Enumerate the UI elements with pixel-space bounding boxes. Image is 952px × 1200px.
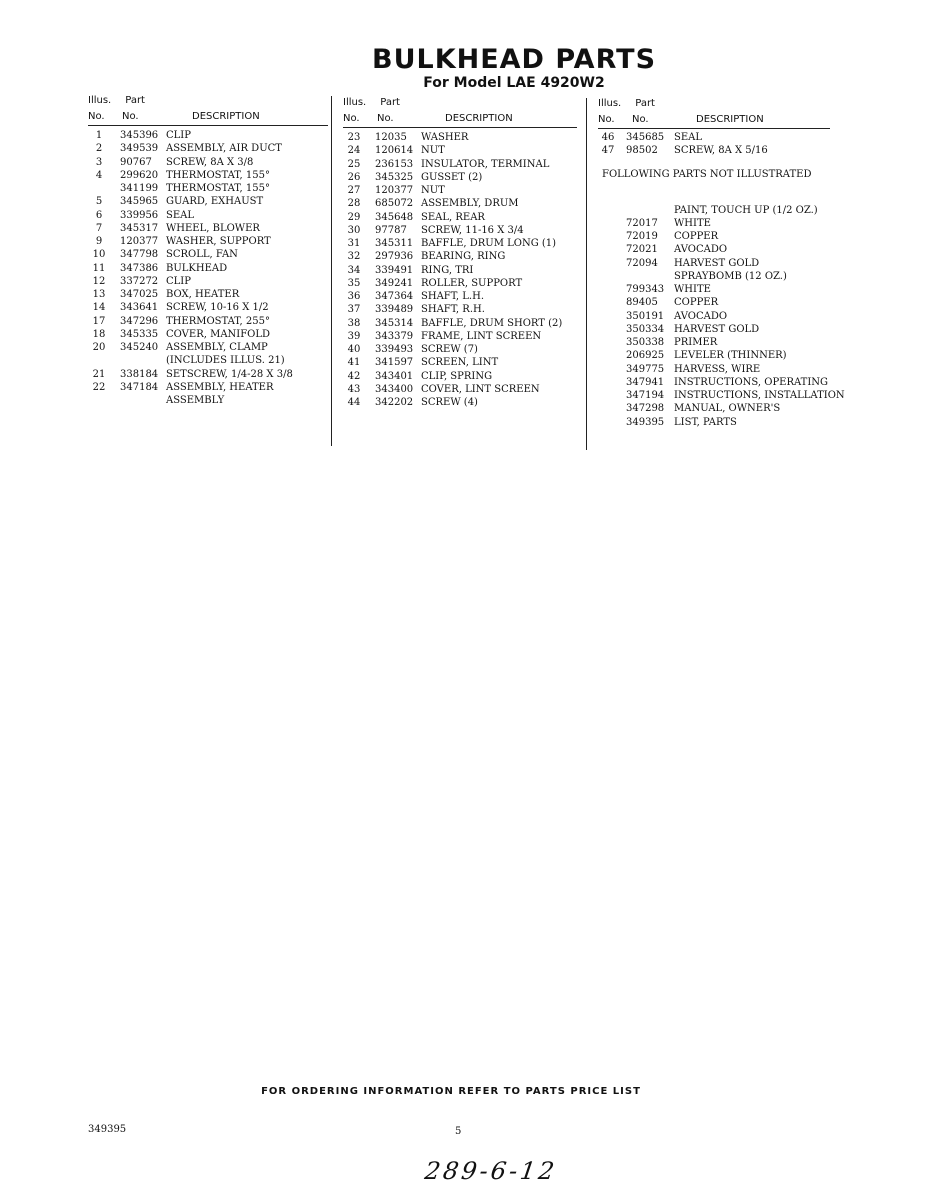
illus-number: 11 <box>92 262 106 274</box>
illus-number: 44 <box>347 397 361 408</box>
illus-number: 21 <box>92 368 106 380</box>
part-description: WHEEL, BLOWER <box>166 222 260 234</box>
illus-number <box>598 376 618 389</box>
document-number: 349395 <box>88 1124 127 1135</box>
part-description: SPRAYBOMB (12 OZ.) <box>674 270 787 282</box>
part-no-label: No. <box>122 111 139 122</box>
part-number: 347296 <box>120 315 159 327</box>
illus-number: 42 <box>347 370 361 382</box>
illus-number: 12 <box>92 275 106 287</box>
illus-number <box>598 257 618 270</box>
handwritten-note: 289-6-12 <box>423 1157 559 1185</box>
part-description: CLIP <box>166 130 191 141</box>
part-number <box>110 354 166 367</box>
ordering-note: FOR ORDERING INFORMATION REFER TO PARTS PRICE LIST <box>261 1086 641 1097</box>
illus-number: 30 <box>347 224 361 236</box>
part-number: 339956 <box>120 209 159 221</box>
parts-row <box>598 204 848 217</box>
description-label: DESCRIPTION <box>696 114 764 125</box>
illus-number: 36 <box>347 291 361 302</box>
not-illustrated-list <box>598 204 848 429</box>
illus-number <box>598 389 618 402</box>
illus-number <box>598 323 618 336</box>
illus-number: 41 <box>347 357 361 369</box>
part-number: 339489 <box>375 304 414 316</box>
part-number: 345311 <box>375 238 414 249</box>
part-number: 347386 <box>120 262 159 274</box>
parts-row <box>88 301 328 314</box>
part-description: WHITE <box>674 284 711 295</box>
part-description: LIST, PARTS <box>674 416 737 428</box>
illus-number: 22 <box>92 381 106 393</box>
description-label: DESCRIPTION <box>445 113 513 124</box>
part-description: COVER, MANIFOLD <box>166 328 271 340</box>
illus-number <box>598 283 618 296</box>
part-number: 120377 <box>120 236 159 247</box>
part-description: PAINT, TOUCH UP (1/2 OZ.) <box>674 204 818 216</box>
part-number: 90767 <box>120 156 152 168</box>
part-description: SHAFT, R.H. <box>421 304 485 316</box>
parts-row <box>343 158 578 171</box>
parts-row <box>88 182 328 195</box>
parts-row <box>598 270 848 283</box>
illus-number <box>598 217 618 230</box>
parts-column-3 <box>598 95 848 429</box>
part-description: WHITE <box>674 217 711 229</box>
parts-row <box>88 368 328 381</box>
illus-number: 9 <box>95 236 103 247</box>
parts-row <box>598 257 848 270</box>
description-label: DESCRIPTION <box>192 111 260 122</box>
illus-number: 27 <box>347 185 361 196</box>
part-no-label: No. <box>632 114 649 125</box>
parts-row <box>343 144 578 157</box>
illus-number: 24 <box>347 145 361 157</box>
part-number: 72019 <box>626 231 658 242</box>
part-label: Part <box>635 98 655 109</box>
part-number: 120614 <box>375 145 414 157</box>
part-number: 98502 <box>626 145 658 157</box>
illus-number <box>598 296 618 309</box>
part-description: AVOCADO <box>674 310 728 322</box>
parts-row <box>343 303 578 316</box>
part-number: 337272 <box>120 275 159 287</box>
illus-number: 23 <box>347 132 361 143</box>
part-description: BEARING, RING <box>421 251 506 263</box>
illus-label: Illus. <box>343 97 367 108</box>
part-number: 345314 <box>375 317 414 329</box>
part-number: 72021 <box>626 244 658 256</box>
parts-row <box>343 211 578 224</box>
parts-list <box>598 131 848 158</box>
part-description: AVOCADO <box>674 244 728 256</box>
parts-row <box>343 356 578 369</box>
illus-number: 29 <box>347 211 361 223</box>
part-description: ASSEMBLY, AIR DUCT <box>166 143 282 155</box>
part-description: CLIP, SPRING <box>421 370 493 382</box>
part-description: SEAL <box>166 209 195 221</box>
parts-row <box>88 129 328 142</box>
part-description: INSULATOR, TERMINAL <box>421 158 550 170</box>
illus-number: 7 <box>95 222 103 234</box>
parts-row <box>343 224 578 237</box>
part-description: MANUAL, OWNER'S <box>674 403 781 415</box>
parts-row <box>343 250 578 263</box>
part-description: BOX, HEATER <box>166 289 240 300</box>
part-number: 89405 <box>626 297 658 309</box>
parts-row <box>598 243 848 256</box>
part-description: SCREW (4) <box>421 397 478 408</box>
illus-number: 10 <box>92 249 106 261</box>
parts-row <box>88 381 328 394</box>
part-label: Part <box>125 95 145 106</box>
no-label: No. <box>598 114 615 125</box>
page-subtitle: For Model LAE 4920W2 <box>423 75 605 91</box>
no-label: No. <box>343 113 360 124</box>
part-number: 350191 <box>626 310 665 322</box>
parts-row <box>88 354 328 367</box>
part-number: 341597 <box>375 357 414 369</box>
parts-row <box>598 296 848 309</box>
part-number: 343400 <box>375 383 414 395</box>
part-number: 343379 <box>375 330 414 342</box>
part-description: HARVEST GOLD <box>674 257 760 269</box>
part-number: 341199 <box>120 183 159 194</box>
parts-column-1 <box>88 95 328 407</box>
part-number: 120377 <box>375 185 414 196</box>
part-description: SCROLL, FAN <box>166 249 238 261</box>
part-number: 347025 <box>120 289 159 300</box>
parts-row <box>598 416 848 429</box>
illus-number: 38 <box>347 317 361 329</box>
column-header <box>343 97 578 127</box>
part-description: SCREW, 8A X 5/16 <box>674 145 768 157</box>
part-description: SEAL <box>674 132 703 143</box>
part-description: INSTRUCTIONS, OPERATING <box>674 376 829 388</box>
part-description: THERMOSTAT, 155° <box>166 183 270 194</box>
part-number: 347941 <box>626 376 665 388</box>
part-number: 236153 <box>375 158 414 170</box>
part-description: COVER, LINT SCREEN <box>421 383 540 395</box>
part-number: 347184 <box>120 381 159 393</box>
illus-number <box>598 402 618 415</box>
parts-row <box>343 184 578 197</box>
part-number <box>618 270 674 283</box>
illus-number <box>598 416 618 429</box>
part-number: 345317 <box>120 222 159 234</box>
part-number: 345335 <box>120 328 159 340</box>
column-divider <box>586 98 587 450</box>
part-label: Part <box>380 97 400 108</box>
illus-label: Illus. <box>598 98 622 109</box>
column-header <box>598 98 848 128</box>
part-number: 347194 <box>626 390 665 401</box>
illus-number: 20 <box>92 342 106 353</box>
parts-row <box>88 156 328 169</box>
parts-row <box>598 363 848 376</box>
parts-row <box>88 328 328 341</box>
part-description: FRAME, LINT SCREEN <box>421 330 542 342</box>
illus-number: 34 <box>347 264 361 276</box>
part-number: 12035 <box>375 132 407 143</box>
part-number: 799343 <box>626 284 665 295</box>
illus-number: 47 <box>601 145 615 157</box>
part-description: ASSEMBLY, DRUM <box>421 198 519 210</box>
part-number: 72094 <box>626 257 658 269</box>
page-title: BULKHEAD PARTS <box>371 44 657 75</box>
parts-row <box>343 396 578 409</box>
illus-number: 39 <box>347 330 361 342</box>
illus-number: 2 <box>95 143 103 155</box>
part-number: 347298 <box>626 403 665 415</box>
no-label: No. <box>88 111 105 122</box>
part-description: COPPER <box>674 231 719 242</box>
parts-row <box>343 317 578 330</box>
illus-number: 1 <box>95 130 103 141</box>
illus-number <box>598 204 618 217</box>
parts-row <box>343 383 578 396</box>
parts-row <box>88 142 328 155</box>
part-number: 349539 <box>120 143 159 155</box>
illus-number <box>598 336 618 349</box>
illus-number <box>88 182 110 195</box>
illus-number: 32 <box>347 251 361 263</box>
illus-number: 43 <box>347 383 361 395</box>
part-description: ROLLER, SUPPORT <box>421 277 523 289</box>
part-number: 349241 <box>375 277 414 289</box>
part-description: BULKHEAD <box>166 262 228 274</box>
parts-row <box>343 237 578 250</box>
part-number: 206925 <box>626 350 665 362</box>
parts-row <box>88 248 328 261</box>
parts-row <box>343 171 578 184</box>
illus-number: 17 <box>92 315 106 327</box>
illus-number: 14 <box>92 302 106 314</box>
parts-row <box>343 330 578 343</box>
part-description: NUT <box>421 145 445 157</box>
part-number: 349395 <box>626 416 665 428</box>
illus-number <box>598 349 618 362</box>
illus-number <box>598 270 618 283</box>
part-number <box>618 204 674 217</box>
part-description: SEAL, REAR <box>421 211 485 223</box>
parts-row <box>598 217 848 230</box>
illus-number <box>88 394 110 407</box>
part-number: 342202 <box>375 397 414 408</box>
illus-number: 26 <box>347 171 361 183</box>
part-number <box>110 394 166 407</box>
part-description: SCREEN, LINT <box>421 357 499 369</box>
illus-number: 31 <box>347 238 361 249</box>
parts-row <box>343 131 578 144</box>
part-number: 345240 <box>120 342 159 353</box>
part-number: 345325 <box>375 171 414 183</box>
illus-number: 5 <box>95 196 103 208</box>
illus-number: 4 <box>95 169 103 181</box>
illus-number: 28 <box>347 198 361 210</box>
part-number: 347798 <box>120 249 159 261</box>
illus-number: 35 <box>347 277 361 289</box>
parts-row <box>88 288 328 301</box>
part-description: (INCLUDES ILLUS. 21) <box>166 355 285 367</box>
column-divider <box>331 96 332 446</box>
parts-row <box>598 230 848 243</box>
illus-number: 25 <box>347 158 361 170</box>
part-description: NUT <box>421 185 445 196</box>
part-description: BAFFLE, DRUM LONG (1) <box>421 238 557 249</box>
illus-number: 3 <box>95 156 103 168</box>
parts-row <box>343 264 578 277</box>
part-description: THERMOSTAT, 155° <box>166 169 270 181</box>
part-number: 72017 <box>626 217 658 229</box>
parts-row <box>598 349 848 362</box>
parts-column-2 <box>343 95 578 407</box>
part-number: 349775 <box>626 363 665 375</box>
parts-row <box>88 394 328 407</box>
part-number: 345685 <box>626 132 665 143</box>
part-number: 345648 <box>375 211 414 223</box>
illus-number: 40 <box>347 344 361 355</box>
parts-row <box>343 343 578 356</box>
part-description: ASSEMBLY, HEATER <box>166 381 274 393</box>
parts-row <box>88 275 328 288</box>
column-header <box>88 95 328 125</box>
page-number: 5 <box>455 1126 462 1137</box>
parts-row <box>598 389 848 402</box>
part-description: CLIP <box>166 275 191 287</box>
part-number: 350334 <box>626 323 665 335</box>
part-description: SCREW, 11-16 X 3/4 <box>421 224 524 236</box>
part-description: INSTRUCTIONS, INSTALLATION <box>674 390 845 401</box>
parts-list <box>343 131 578 409</box>
parts-row <box>88 209 328 222</box>
part-number: 343401 <box>375 370 414 382</box>
part-description: HARVEST GOLD <box>674 323 760 335</box>
not-illustrated-heading: FOLLOWING PARTS NOT ILLUSTRATED <box>602 168 812 180</box>
parts-row <box>88 222 328 235</box>
parts-row <box>88 169 328 182</box>
part-number: 339493 <box>375 344 414 355</box>
parts-row <box>88 341 328 354</box>
illus-number <box>598 363 618 376</box>
part-description: HARVESS, WIRE <box>674 363 761 375</box>
parts-row <box>88 315 328 328</box>
part-description: SHAFT, L.H. <box>421 291 485 302</box>
part-description: BAFFLE, DRUM SHORT (2) <box>421 317 563 329</box>
part-number: 343641 <box>120 302 159 314</box>
parts-row <box>598 131 848 144</box>
part-description: SETSCREW, 1/4-28 X 3/8 <box>166 368 293 380</box>
illus-number <box>88 354 110 367</box>
part-number: 345965 <box>120 196 159 208</box>
part-description: WASHER <box>421 132 469 143</box>
part-description: LEVELER (THINNER) <box>674 350 787 362</box>
part-number: 338184 <box>120 368 159 380</box>
part-description: ASSEMBLY, CLAMP <box>166 342 268 353</box>
illus-number <box>598 243 618 256</box>
part-description: COPPER <box>674 297 719 309</box>
illus-number: 6 <box>95 209 103 221</box>
parts-row <box>598 402 848 415</box>
parts-row <box>343 290 578 303</box>
part-description: WASHER, SUPPORT <box>166 236 271 247</box>
part-number: 345396 <box>120 130 159 141</box>
part-description: GUARD, EXHAUST <box>166 196 264 208</box>
part-description: SCREW, 8A X 3/8 <box>166 156 254 168</box>
part-description: SCREW, 10-16 X 1/2 <box>166 302 269 314</box>
part-number: 685072 <box>375 198 414 210</box>
parts-list <box>88 129 328 407</box>
part-number: 299620 <box>120 169 159 181</box>
part-description: RING, TRI <box>421 264 474 276</box>
part-no-label: No. <box>377 113 394 124</box>
parts-row <box>598 310 848 323</box>
illus-number: 46 <box>601 132 615 143</box>
part-description: SCREW (7) <box>421 344 478 355</box>
part-number: 97787 <box>375 224 407 236</box>
parts-row <box>598 376 848 389</box>
parts-row <box>88 195 328 208</box>
part-description: GUSSET (2) <box>421 171 483 183</box>
parts-row <box>598 283 848 296</box>
illus-number: 18 <box>92 328 106 340</box>
parts-row <box>88 262 328 275</box>
part-description: ASSEMBLY <box>166 395 225 406</box>
parts-row <box>343 370 578 383</box>
illus-label: Illus. <box>88 95 112 106</box>
part-description: THERMOSTAT, 255° <box>166 315 270 327</box>
parts-row <box>598 323 848 336</box>
illus-number <box>598 230 618 243</box>
illus-number <box>598 310 618 323</box>
part-description: PRIMER <box>674 337 718 348</box>
part-number: 347364 <box>375 291 414 302</box>
parts-row <box>343 197 578 210</box>
parts-row <box>88 235 328 248</box>
illus-number: 37 <box>347 304 361 316</box>
illus-number: 13 <box>92 289 106 300</box>
part-number: 350338 <box>626 337 665 348</box>
parts-row <box>598 144 848 157</box>
part-number: 339491 <box>375 264 414 276</box>
part-number: 297936 <box>375 251 414 263</box>
parts-row <box>343 277 578 290</box>
parts-row <box>598 336 848 349</box>
